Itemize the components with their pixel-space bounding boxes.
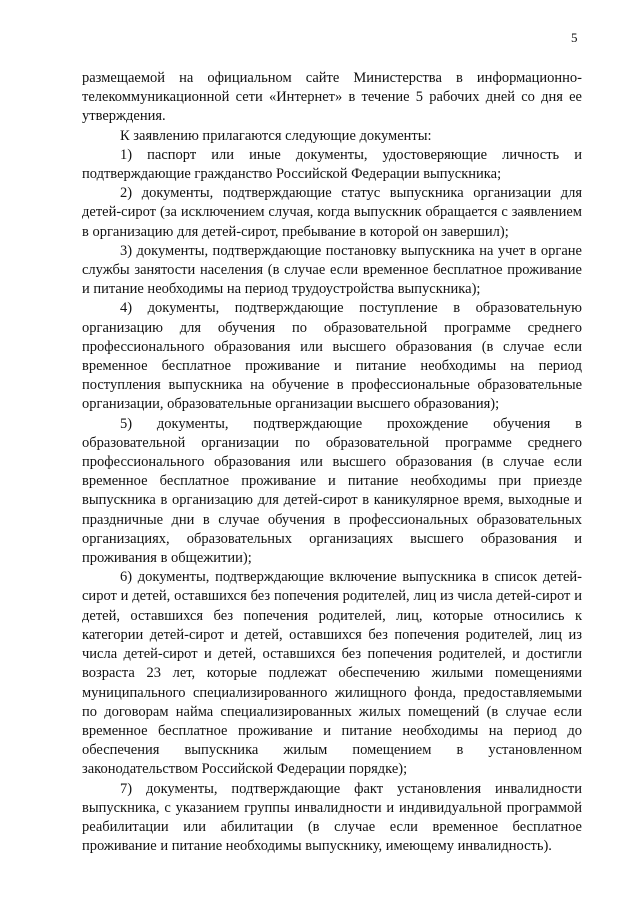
paragraph-continuation: размещаемой на официальном сайте Министерства в информационно-телекоммуникационной сети «Интернет» в течение 5 рабочих дней со дня ее утверждения. <box>82 70 582 125</box>
document-body <box>82 69 582 856</box>
paragraph-attachments-intro: К заявлению прилагаются следующие документы: <box>120 127 432 144</box>
list-item-1: 1) паспорт или иные документы, удостоверяющие личность и подтверждающие гражданство Российской Федерации выпускника; <box>82 146 582 183</box>
list-item-4: 4) документы, подтверждающие поступление в образовательную организацию для обучения по образовательной программе среднего профессионального образования или высшего образования (в случае если временное бесплатное проживание и питание необходимы на период поступления выпускника на обучение в профессиональные образовательные организации, образовательные организации высшего образования); <box>82 300 582 413</box>
page-number: 5 <box>571 30 578 45</box>
list-item-7: 7) документы, подтверждающие факт установления инвалидности выпускника, с указанием группы инвалидности и индивидуальной программой реабилитации или абилитации (в случае если временное бесплатное проживание и питание необходимы выпускнику, имеющему инвалидность). <box>82 780 582 855</box>
list-item-6: 6) документы, подтверждающие включение выпускника в список детей-сирот и детей, оставшихся без попечения родителей, лиц из числа детей-сирот и детей, оставшихся без попечения родителей, лиц, которые относились к категории детей-сирот и детей, оставшихся без попечения родителей, лиц из числа детей-сирот и детей, оставшихся без попечения родителей, и достигли возраста 23 лет, которые подлежат обеспечению жилыми помещениями муниципального специализированного жилищного фонда, предоставляемыми по договорам найма специализированных жилых помещений (в случае если временное бесплатное проживание и питание необходимы на период до обеспечения выпускника жилым помещением в установленном законодательством Российской Федерации порядке); <box>82 569 582 778</box>
list-item-3: 3) документы, подтверждающие постановку выпускника на учет в органе службы занятости населения (в случае если временное бесплатное проживание и питание необходимы на период трудоустройства выпускника); <box>82 242 582 298</box>
list-item-5: 5) документы, подтверждающие прохождение обучения в образовательной организации по образовательной программе среднего профессионального образования или высшего образования (в случае если временное бесплатное проживание и питание необходимы при приезде выпускника в организацию для детей-сирот в каникулярное время, выходные и праздничные дни в случае обучения в профессиональных образовательных организациях, образовательных организациях высшего образования и проживания в общежитии); <box>82 415 582 567</box>
list-item-2: 2) документы, подтверждающие статус выпускника организации для детей-сирот (за исключением случая, когда выпускник обращается с заявлением в организацию для детей-сирот, пребывание в которой он завершил); <box>82 185 582 240</box>
